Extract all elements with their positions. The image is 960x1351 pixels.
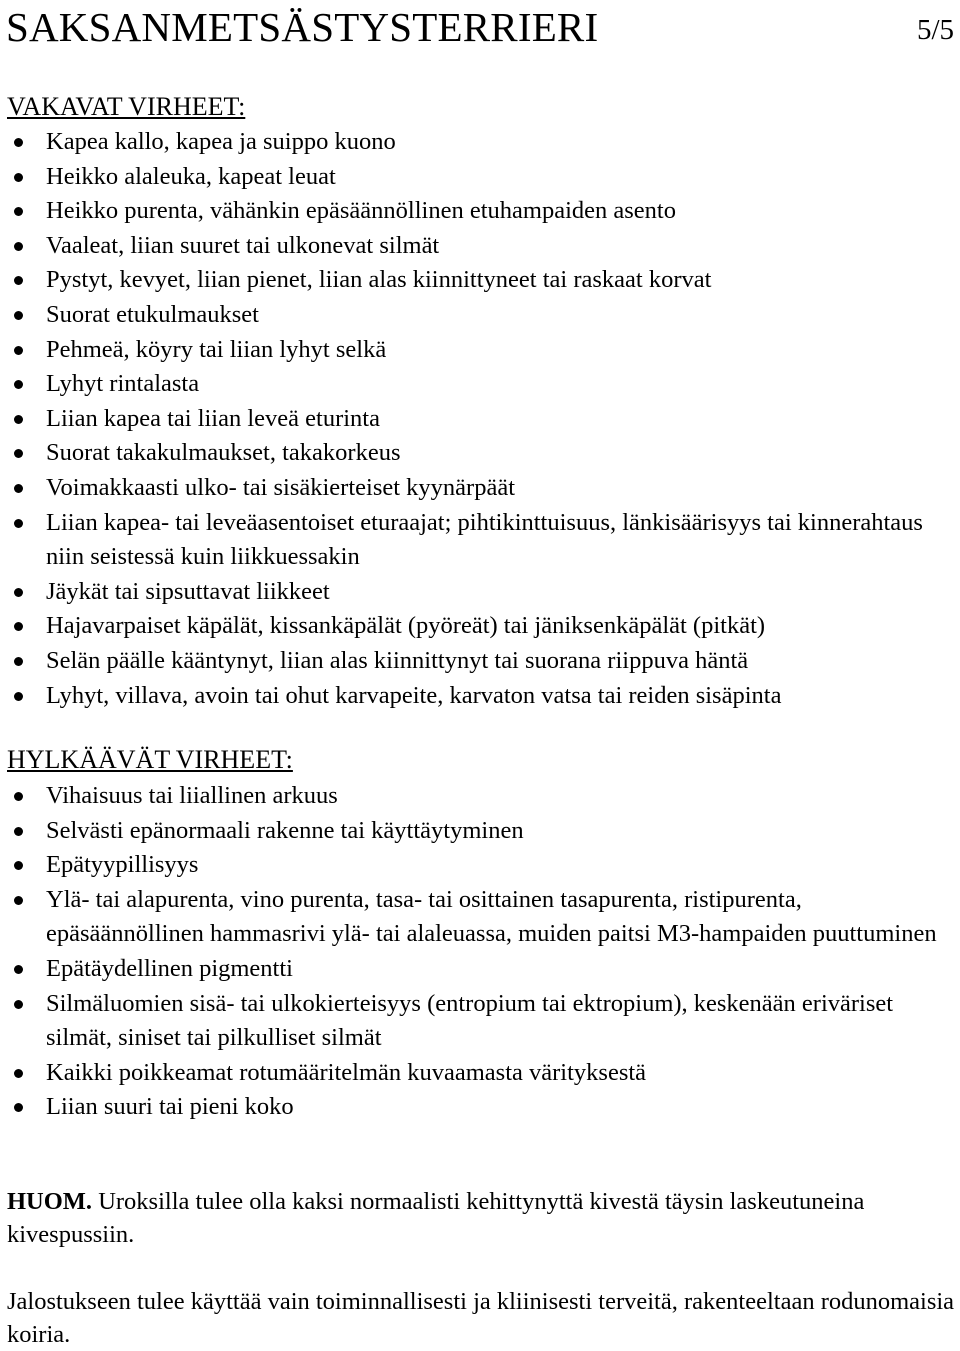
bullet-icon bbox=[14, 138, 23, 147]
list-item: Pehmeä, köyry tai liian lyhyt selkä bbox=[0, 333, 960, 368]
list-item: Hajavarpaiset käpälät, kissankäpälät (pyöreät) tai jäniksenkäpälät (pitkät) bbox=[0, 609, 960, 644]
list-item: Suorat etukulmaukset bbox=[0, 298, 960, 333]
bullet-icon bbox=[14, 792, 23, 801]
list-item: Heikko alaleuka, kapeat leuat bbox=[0, 160, 960, 195]
list-item: Jäykät tai sipsuttavat liikkeet bbox=[0, 575, 960, 610]
page-number: 5/5 bbox=[916, 14, 954, 46]
list-item: Vaaleat, liian suuret tai ulkonevat silmät bbox=[0, 229, 960, 264]
disqualifying-faults-list bbox=[0, 779, 960, 1125]
list-item: Liian kapea- tai leveäasentoiset eturaajat; pihtikinttuisuus, länkisäärisyys tai kinnerahtaus niin seistessä kuin liikkuessakin bbox=[0, 506, 960, 575]
bullet-icon bbox=[14, 622, 23, 631]
bullet-icon bbox=[14, 207, 23, 216]
breeding-paragraph: Jalostukseen tulee käyttää vain toiminnallisesti ja kliinisesti terveitä, rakenteeltaan rodunomaisia koiria. bbox=[7, 1288, 955, 1348]
bullet-icon bbox=[14, 1103, 23, 1112]
note-label: HUOM. bbox=[7, 1188, 93, 1215]
bullet-icon bbox=[14, 1000, 23, 1009]
list-item: Selän päälle kääntynyt, liian alas kiinnittynyt tai suorana riippuva häntä bbox=[0, 644, 960, 679]
bullet-icon bbox=[14, 276, 23, 285]
note-text: Uroksilla tulee olla kaksi normaalisti kehittynyttä kivestä täysin laskeutuneina kivespussiin. bbox=[7, 1188, 865, 1248]
bullet-icon bbox=[14, 380, 23, 389]
bullet-icon bbox=[14, 346, 23, 355]
breed-title: SAKSANMETSÄSTYSTERRIERI bbox=[6, 4, 599, 50]
list-item: Vihaisuus tai liiallinen arkuus bbox=[0, 779, 960, 814]
bullet-icon bbox=[14, 965, 23, 974]
bullet-icon bbox=[14, 519, 23, 528]
list-item: Silmäluomien sisä- tai ulkokierteisyys (entropium tai ektropium), keskenään eriväriset silmät, siniset tai pilkulliset silmät bbox=[0, 987, 960, 1056]
list-item: Epätäydellinen pigmentti bbox=[0, 952, 960, 987]
list-item: Epätyypillisyys bbox=[0, 848, 960, 883]
list-item: Selvästi epänormaali rakenne tai käyttäytyminen bbox=[0, 814, 960, 849]
bullet-icon bbox=[14, 484, 23, 493]
note-paragraph bbox=[7, 1185, 957, 1251]
list-item: Voimakkaasti ulko- tai sisäkierteiset kyynärpäät bbox=[0, 471, 960, 506]
bullet-icon bbox=[14, 692, 23, 701]
disqualifying-faults-heading: HYLKÄÄVÄT VIRHEET: bbox=[7, 745, 293, 774]
list-item: Liian kapea tai liian leveä eturinta bbox=[0, 402, 960, 437]
list-item: Lyhyt, villava, avoin tai ohut karvapeite, karvaton vatsa tai reiden sisäpinta bbox=[0, 679, 960, 714]
list-item: Lyhyt rintalasta bbox=[0, 367, 960, 402]
bullet-icon bbox=[14, 657, 23, 666]
bullet-icon bbox=[14, 173, 23, 182]
bullet-icon bbox=[14, 415, 23, 424]
bullet-icon bbox=[14, 827, 23, 836]
list-item: Kapea kallo, kapea ja suippo kuono bbox=[0, 125, 960, 160]
bullet-icon bbox=[14, 311, 23, 320]
serious-faults-heading: VAKAVAT VIRHEET: bbox=[7, 92, 246, 121]
serious-faults-list bbox=[0, 125, 960, 713]
list-item: Kaikki poikkeamat rotumääritelmän kuvaamasta värityksestä bbox=[0, 1056, 960, 1091]
bullet-icon bbox=[14, 242, 23, 251]
bullet-icon bbox=[14, 1069, 23, 1078]
bullet-icon bbox=[14, 896, 23, 905]
list-item: Liian suuri tai pieni koko bbox=[0, 1090, 960, 1125]
bullet-icon bbox=[14, 449, 23, 458]
list-item: Suorat takakulmaukset, takakorkeus bbox=[0, 436, 960, 471]
list-item: Ylä- tai alapurenta, vino purenta, tasa- tai osittainen tasapurenta, ristipurenta, epäsäännöllinen hammasrivi ylä- tai alaleuassa, muiden paitsi M3-hampaiden puuttuminen bbox=[0, 883, 960, 952]
bullet-icon bbox=[14, 861, 23, 870]
list-item: Pystyt, kevyet, liian pienet, liian alas kiinnittyneet tai raskaat korvat bbox=[0, 263, 960, 298]
bullet-icon bbox=[14, 588, 23, 597]
list-item: Heikko purenta, vähänkin epäsäännöllinen etuhampaiden asento bbox=[0, 194, 960, 229]
